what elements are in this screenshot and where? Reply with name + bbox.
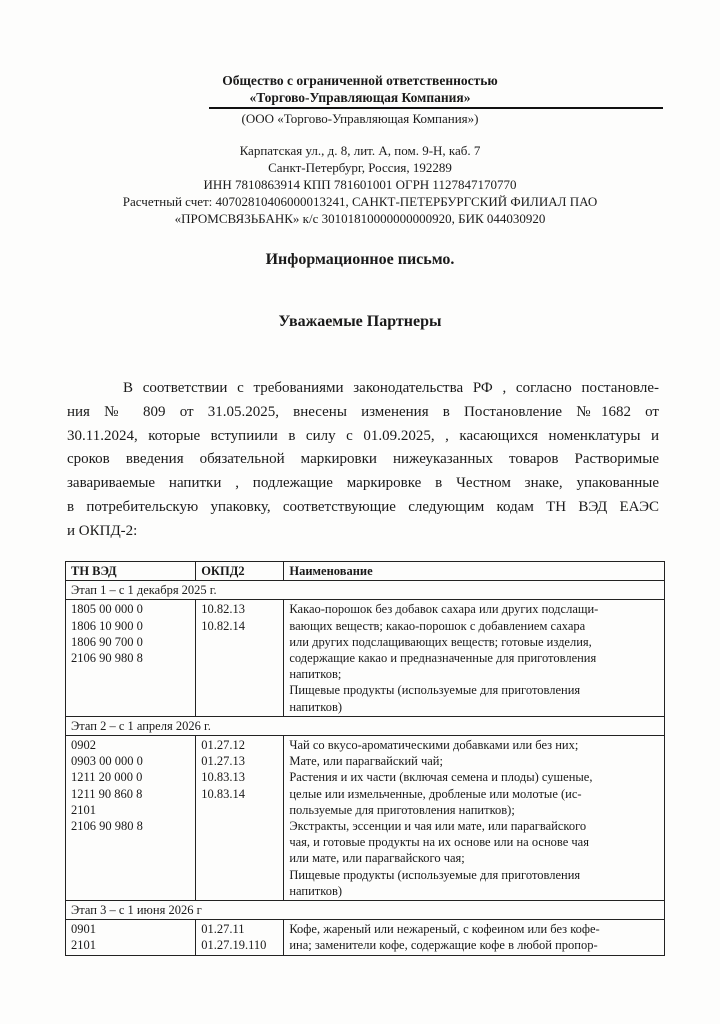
stage-row [66, 716, 665, 735]
okpd-code: 10.82.14 [201, 618, 245, 633]
description-line: Экстракты, эссенции и чая или мате, или парагвайского [289, 819, 587, 834]
org-full-name-line2: «Торгово-Управляющая Компания» [249, 90, 471, 105]
body-line: ния № 809 от 31.05.2025, внесены изменения в Постановление №1682 от [67, 403, 659, 420]
tnved-code: 1805 00 000 0 [71, 602, 143, 617]
letter-greeting: Уважаемые Партнеры [278, 313, 442, 330]
tnved-code: 1211 20 000 0 [71, 770, 143, 785]
goods-description [284, 736, 665, 901]
stage-label: Этап 1 – с 1 декабря 2025 г. [66, 581, 665, 600]
description-line: Чай со вкусо-ароматическими добавками или без них; [289, 738, 579, 753]
description-line: чая, и готовые продукты на их основе или на основе чая [289, 835, 589, 850]
letter-title: Информационное письмо. [265, 251, 455, 268]
stage-label: Этап 2 – с 1 апреля 2026 г. [66, 716, 665, 735]
tnved-code: 1806 90 700 0 [71, 634, 143, 649]
tnved-codes [66, 920, 196, 955]
description-line: или мате, или парагвайского чая; [289, 851, 465, 866]
letter-body [67, 377, 659, 544]
body-line: В соответствии с требованиями законодательства РФ , согласно постановле- [123, 380, 659, 396]
org-short-name: (ООО «Торгово-Управляющая Компания») [241, 111, 479, 126]
okpd-code: 01.27.13 [201, 754, 245, 769]
description-line: содержащие какао и предназначенные для приготовления [289, 651, 597, 666]
tnved-code: 1806 10 900 0 [71, 618, 143, 633]
okpd-code: 01.27.12 [201, 738, 245, 753]
okpd-codes [196, 920, 284, 955]
description-line: вающих веществ; какао-порошок с добавлением сахара [289, 618, 586, 633]
tnved-code: 2101 [71, 802, 96, 817]
okpd-code: 01.27.11 [201, 922, 245, 937]
description-line: Пищевые продукты (используемые для приготовления [289, 683, 581, 698]
city-line: Санкт-Петербург, Россия, 192289 [268, 160, 452, 175]
description-line: пользуемые для приготовления напитков); [289, 802, 515, 817]
tnved-code: 0902 [71, 738, 96, 753]
codes-table [65, 561, 665, 956]
okpd-code: 01.27.19.110 [201, 938, 267, 953]
bank-details-line: «ПРОМСВЯЗЬБАНК» к/с 30101810000000000920, БИК 044030920 [174, 211, 546, 226]
okpd-code: 10.82.13 [201, 602, 245, 617]
description-line: Какао-порошок без добавок сахара или других подслащи- [289, 602, 599, 617]
tnved-code: 2106 90 980 8 [71, 819, 143, 834]
table-row [66, 600, 665, 716]
stage-row [66, 581, 665, 600]
body-line: в потребительскую упаковку, соответствующие следующим кодам ТН ВЭД ЕАЭС [67, 498, 659, 515]
table-header-row [66, 562, 665, 581]
okpd-codes [196, 736, 284, 901]
tnved-code: 0901 [71, 922, 96, 937]
tnved-codes [66, 736, 196, 901]
bank-account-line: Расчетный счет: 40702810406000013241, САНКТ-ПЕТЕРБУРГСКИЙ ФИЛИАЛ ПАО [122, 194, 598, 209]
tnved-code: 1211 90 860 8 [71, 786, 143, 801]
description-line: напитков) [289, 883, 343, 898]
header-name: Наименование [284, 562, 665, 581]
goods-description [284, 920, 665, 955]
body-line: 30.11.2024, которые вступиили в силу с 01.09.2025, , касающихся номенклатуры и [67, 427, 659, 444]
header-divider [209, 107, 663, 109]
tax-ids-line: ИНН 7810863914 КПП 781601001 ОГРН 1127847170770 [203, 177, 517, 192]
okpd-codes [196, 600, 284, 716]
stage-label: Этап 3 – с 1 июня 2026 г [66, 901, 665, 920]
tnved-code: 2106 90 980 8 [71, 651, 143, 666]
tnved-code: 0903 00 000 0 [71, 754, 143, 769]
description-line: или других подслащивающих веществ; готовые изделия, [289, 634, 592, 649]
address-line: Карпатская ул., д. 8, лит. А, пом. 9-Н, каб. 7 [239, 143, 481, 158]
description-line: напитков; [289, 667, 342, 682]
header-okpd: ОКПД2 [196, 562, 284, 581]
description-line: Мате, или парагвайский чай; [289, 754, 443, 769]
table-row [66, 736, 665, 901]
tnved-code: 2101 [71, 938, 96, 953]
tnved-codes [66, 600, 196, 716]
okpd-code: 10.83.14 [201, 786, 245, 801]
table-row [66, 920, 665, 955]
header-tnved: ТН ВЭД [66, 562, 196, 581]
description-line: целые или измельченные, дробленые или молотые (ис- [289, 786, 582, 801]
description-line: напитков) [289, 699, 343, 714]
stage-row [66, 901, 665, 920]
description-line: Пищевые продукты (используемые для приготовления [289, 867, 581, 882]
body-line: и ОКПД-2: [67, 522, 138, 539]
body-line: сроков введения обязательной маркировки нижеуказанных товаров Растворимые [67, 451, 659, 468]
org-full-name-line1: Общество с ограниченной ответственностью [222, 73, 498, 88]
body-line: завариваемые напитки , подлежащие маркировке в Честном знаке, упакованные [67, 475, 659, 492]
goods-description [284, 600, 665, 716]
description-line: Растения и их части (включая семена и плоды) сушеные, [289, 770, 593, 785]
description-line: Кофе, жареный или нежареный, с кофеином или без кофе- [289, 922, 600, 937]
okpd-code: 10.83.13 [201, 770, 245, 785]
description-line: ина; заменители кофе, содержащие кофе в любой пропор- [289, 938, 598, 953]
